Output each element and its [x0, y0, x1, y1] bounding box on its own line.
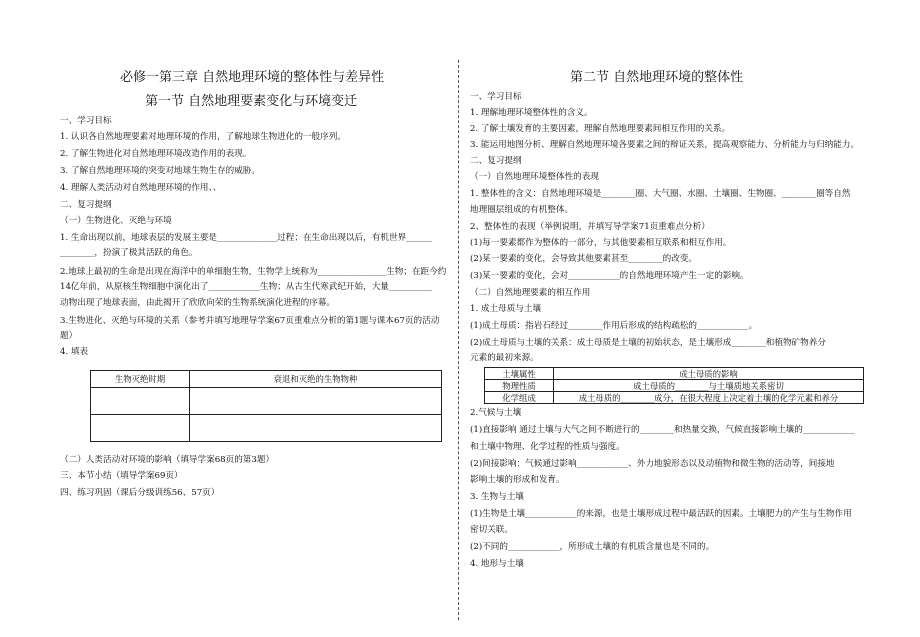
text-line: 2. 了解土壤发育的主要因素，理解自然地理要素间相互作用的关系。: [470, 124, 731, 134]
section-title: 第一节 自然地理要素变化与环境变迁: [145, 94, 358, 109]
column-divider: [458, 60, 459, 620]
text-line: 2.地球上最初的生命是出现在海洋中的单细胞生物，生物学上统称为________________生物；在距今约: [60, 267, 447, 277]
table-row: [485, 392, 864, 404]
text-line: 四、练习巩固（课后分级训练56、57页）: [60, 488, 220, 498]
text-line: (3)某一要素的变化，会对____________的自然地理环境产生一定的影响。: [470, 271, 749, 281]
text-line: （二）自然地理要素的相互作用: [470, 288, 591, 298]
text-line: 影响土壤的形成和发育。: [470, 475, 565, 485]
text-line: (1)直接影响 通过土壤与大气之间不断进行的________和热量交换，气候直接影响土壤的____________: [470, 425, 855, 435]
text-line: 2.气候与土壤: [470, 408, 522, 418]
text-line: (1)每一要素都作为整体的一部分，与其他要素相互联系和相互作用。: [470, 238, 732, 248]
extinction-table: [90, 370, 442, 442]
text-line: 和土壤中物理、化学过程的性质与强度。: [470, 442, 625, 452]
table-header-cell: 成土母质的影响: [554, 368, 864, 380]
text-line: 3. 能运用地图分析、理解自然地理环境各要素之间的辩证关系，提高观察能力、分析能力与归纳能力。: [470, 140, 860, 150]
table-cell: 成土母质的________与土壤质地关系密切: [554, 380, 864, 392]
text-line: 动物出现了地球表面，由此揭开了欣欣向荣的生物系统演化进程的序幕。: [60, 298, 336, 308]
table-header-cell: 衰退和灭绝的生物物种: [190, 371, 442, 388]
text-line: 1. 成土母质与土壤: [470, 304, 542, 314]
text-line: 二、复习提纲: [60, 200, 112, 210]
table-row: [91, 415, 442, 442]
table-cell[interactable]: [91, 388, 190, 415]
text-line: 二、复习提纲: [470, 156, 522, 166]
text-line: 3.生物进化、灭绝与环境的关系（参考并填写地理导学案67页重难点分析的第1题与课本67页的活动: [60, 316, 440, 326]
text-line: 1. 整体性的含义：自然地理环境是________圈、大气圈、水圈、土壤圈、生物圈、________圈等自然: [470, 189, 851, 199]
table-cell[interactable]: [190, 415, 442, 442]
text-line: (2)间接影响：气候通过影响____________、外力地貌形态以及动植物和微生物的活动等，间接地: [470, 459, 835, 469]
text-line: 4. 理解人类活动对自然地理环境的作用、、: [60, 183, 222, 193]
text-line: (2)不同的____________，所形成土壤的有机质含量也是不同的。: [470, 542, 715, 552]
text-line: 三、本节小结（填导学案69页）: [60, 471, 183, 481]
text-line: 4. 地形与土壤: [470, 559, 524, 569]
text-line: (1)生物是土壤____________的来源，也是土壤形成过程中最活跃的因素。土壤肥力的产生与生物作用: [470, 509, 852, 519]
text-line: 14亿年前，从原核生物细胞中演化出了____________生物；从古生代寒武纪开始，大量__________: [60, 282, 432, 292]
table-cell: 物理性质: [485, 380, 554, 392]
table-cell[interactable]: [91, 415, 190, 442]
text-line: ________，扮演了极其活跃的角色。: [60, 248, 198, 258]
table-row: [485, 380, 864, 392]
text-line: 元素的最初来源。: [470, 353, 539, 363]
table-cell: 成土母质的________成分，在很大程度上决定着土壤的化学元素和养分: [554, 392, 864, 404]
text-line: (1)成土母质：指岩石经过________作用后形成的结构疏松的____________。: [470, 321, 758, 331]
text-line: （二）人类活动对环境的影响（填导学案68页的第3题）: [60, 455, 275, 465]
soil-parent-material-table: [484, 367, 864, 404]
text-line: 题）: [60, 331, 78, 341]
table-header-row: [91, 371, 442, 388]
text-line: 1. 理解地理环境整体性的含义。: [470, 108, 593, 118]
text-line: (2)某一要素的变化，会导致其他要素甚至________的改变。: [470, 254, 698, 264]
text-line: 密切关联。: [470, 525, 513, 535]
text-line: (2)成土母质与土壤的关系：成土母质是土壤的初始状态，是土壤形成________和植物矿物养分: [470, 338, 826, 348]
text-line: 1. 生命出现以前，地球表层的发展主要是______________过程；在生命出现以后，有机世界______: [60, 233, 432, 243]
text-line: 一、学习目标: [60, 116, 112, 126]
text-line: 一、学习目标: [470, 92, 522, 102]
text-line: 3. 生物与土壤: [470, 492, 524, 502]
text-line: 3. 了解自然地理环境的突变对地球生物生存的威胁。: [60, 166, 260, 176]
text-line: 2、整体性的表现（举例说明，并填写导学案71页重难点分析）: [470, 222, 710, 232]
table-cell[interactable]: [190, 388, 442, 415]
table-row: [91, 388, 442, 415]
chapter-title: 必修一第三章 自然地理环境的整体性与差异性: [120, 70, 385, 85]
text-line: （一）生物进化、灭绝与环境: [60, 216, 172, 226]
section-title: 第二节 自然地理环境的整体性: [570, 70, 744, 85]
table-header-row: [485, 368, 864, 380]
text-line: 地理圈层组成的有机整体。: [470, 205, 574, 215]
text-line: 2. 了解生物进化对自然地理环境改造作用的表现。: [60, 149, 252, 159]
table-cell: 化学组成: [485, 392, 554, 404]
text-line: 4. 填表: [60, 347, 89, 357]
table-header-cell: 生物灭绝时期: [91, 371, 190, 388]
table-header-cell: 土壤属性: [485, 368, 554, 380]
text-line: 1. 认识各自然地理要素对地理环境的作用，了解地球生物进化的一般序列。: [60, 132, 346, 142]
text-line: （一）自然地理环境整体性的表现: [470, 172, 599, 182]
